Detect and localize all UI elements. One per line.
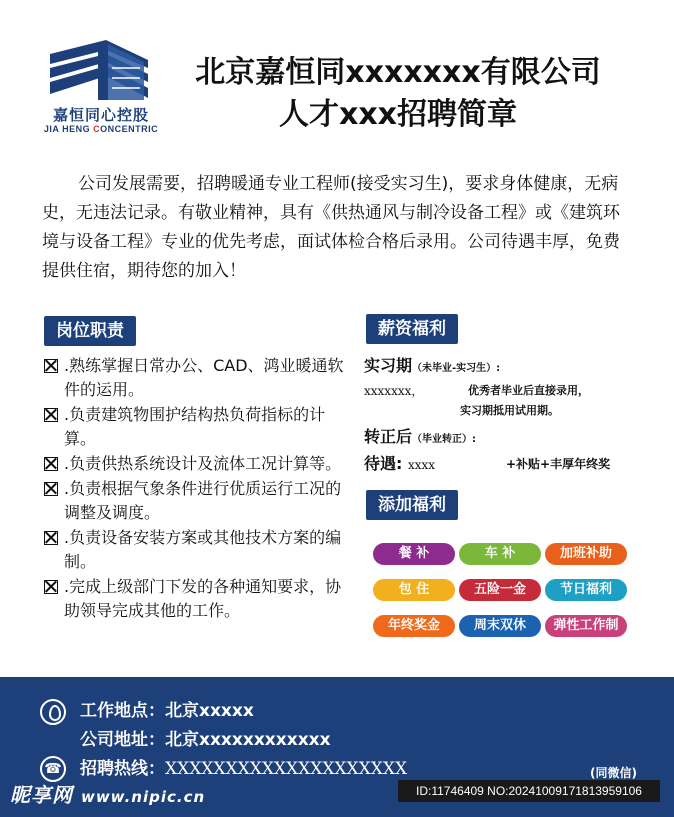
checkbox-x-icon (44, 359, 58, 373)
benefit-badge: 五险一金 (459, 579, 541, 601)
benefit-badge: 加班补助 (545, 543, 627, 565)
benefit-badge: 节日福利 (545, 579, 627, 601)
benefits-heading: 添加福利 (366, 490, 458, 520)
recruit-hotline: 招聘热线：XXXXXXXXXXXXXXXXXXXX (80, 759, 408, 779)
list-item: .负责设备安装方案或其他技术方案的编制。 (44, 526, 350, 574)
watermark-logo: 昵享网 www.nipic.cn (10, 783, 206, 807)
logo-english-name: JIA HENG CONCENTRIC (43, 124, 159, 134)
wechat-note: (同微信) (590, 766, 637, 780)
header (0, 0, 674, 150)
intern-row-1: xxxxxxx， 优秀者毕业后直接录用， (364, 384, 589, 398)
title-recruitment: 人才xxx招聘简章 (278, 97, 518, 132)
checkbox-x-icon (44, 580, 58, 594)
checkbox-x-icon (44, 457, 58, 471)
intern-row-2: 实习期抵用试用期。 (460, 404, 559, 417)
list-item: .负责根据气象条件进行优质运行工况的调整及调度。 (44, 477, 350, 525)
salary-heading: 薪资福利 (366, 314, 458, 344)
building-logo-icon (36, 38, 166, 104)
benefit-badge: 车 补 (459, 543, 541, 565)
watermark-id: ID:11746409 NO:20241009171813959106 (398, 780, 660, 802)
list-item: .完成上级部门下发的各种通知要求，协助领导完成其他的工作。 (44, 575, 350, 623)
logo-chinese-name: 嘉恒同心控股 (52, 106, 149, 124)
pay-row: 待遇: xxxx +补贴+丰厚年终奖 (364, 454, 611, 473)
phone-icon: ☎ (40, 756, 66, 782)
benefit-badge: 包 住 (373, 579, 455, 601)
duties-heading: 岗位职责 (44, 316, 136, 346)
company-logo (36, 38, 166, 138)
company-address: 公司地址：北京xxxxxxxxxxxx (80, 730, 331, 750)
checkbox-x-icon (44, 531, 58, 545)
list-item: .负责建筑物围护结构热负荷指标的计算。 (44, 403, 350, 451)
checkbox-x-icon (44, 482, 58, 496)
checkbox-x-icon (44, 408, 58, 422)
location-pin-icon (40, 699, 66, 725)
contact-footer (0, 677, 674, 817)
duties-list (44, 354, 350, 624)
work-location: 工作地点：北京xxxxx (80, 701, 254, 721)
intern-heading: 实习期（未毕业-实习生）: (364, 356, 501, 375)
list-item: .负责供热系统设计及流体工况计算等。 (44, 452, 350, 476)
regular-heading: 转正后（毕业转正）: (364, 427, 477, 446)
salary-section (364, 354, 644, 477)
page-title (168, 52, 628, 136)
benefit-badge: 年终奖金 (373, 615, 455, 637)
list-item: .熟练掌握日常办公、CAD、鸿业暖通软件的运用。 (44, 354, 350, 402)
title-company: 北京嘉恒同xxxxxxx有限公司 (195, 55, 601, 90)
benefit-badge: 弹性工作制 (545, 615, 627, 637)
intro-paragraph: 公司发展需要，招聘暖通专业工程师(接受实习生)，要求身体健康，无病史，无违法记录。有敬业精神，具有《供热通风与制冷设备工程》或《建筑环境与设备工程》专业的优先考虑，面试体检合格后录用。公司待遇丰厚，免费提供住宿，期待您的加入！ (42, 174, 620, 281)
benefit-badge: 周末双休 (459, 615, 541, 637)
benefit-badge: 餐 补 (373, 543, 455, 565)
